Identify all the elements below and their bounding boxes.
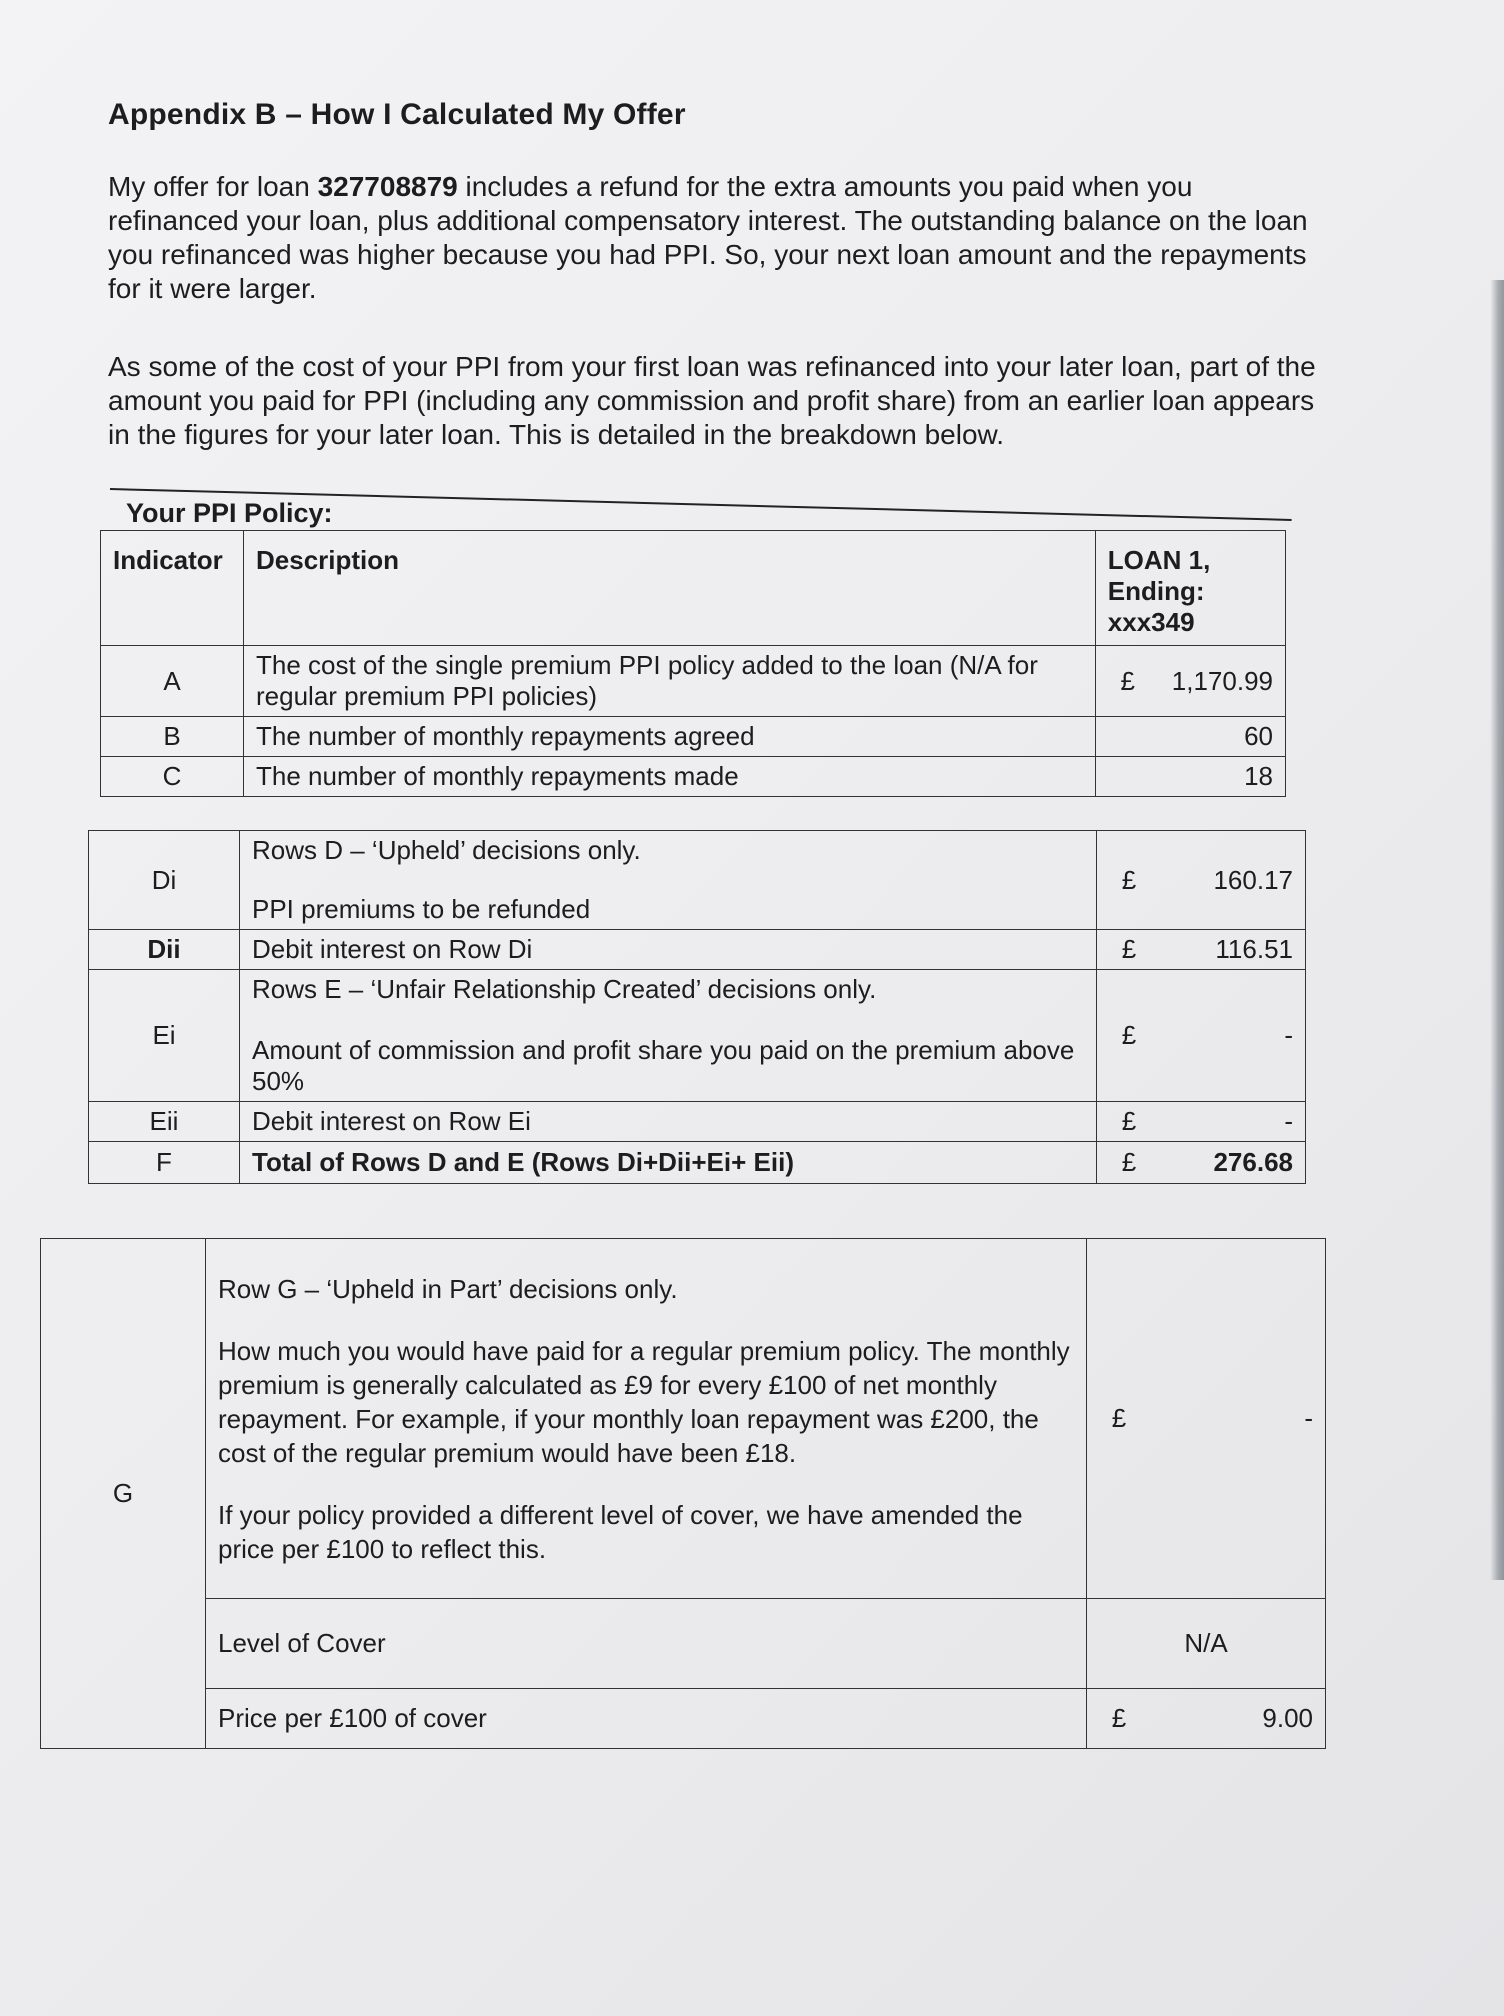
- intro-paragraph: [108, 170, 1328, 306]
- row-indicator: A: [101, 646, 244, 717]
- row-currency: [1095, 717, 1160, 757]
- section-heading: Row G – ‘Upheld in Part’ decisions only.: [218, 1273, 678, 1304]
- level-of-cover-value: N/A: [1087, 1599, 1326, 1689]
- row-value: -: [1161, 1102, 1306, 1142]
- table-row: [101, 646, 1286, 717]
- row-indicator: C: [101, 757, 244, 797]
- price-currency: £: [1087, 1689, 1152, 1749]
- row-indicator: G: [41, 1239, 206, 1749]
- row-description: The number of monthly repayments agreed: [244, 717, 1096, 757]
- page-edge-shadow: [1490, 280, 1504, 1580]
- row-currency: £: [1097, 930, 1162, 970]
- table-row: [41, 1599, 1326, 1689]
- row-value: -: [1151, 1239, 1326, 1599]
- row-value: -: [1161, 970, 1306, 1102]
- table-row: [89, 1102, 1306, 1142]
- row-indicator: Eii: [89, 1102, 240, 1142]
- row-indicator: Dii: [89, 930, 240, 970]
- row-description: Debit interest on Row Di: [240, 930, 1097, 970]
- row-currency: £: [1097, 970, 1162, 1102]
- regular-premium-table: [40, 1238, 1326, 1749]
- header-indicator: Indicator: [101, 531, 244, 646]
- table-row: [101, 757, 1286, 797]
- header-loan: LOAN 1, Ending: xxx349: [1095, 531, 1285, 646]
- price-per-cover-label: Price per £100 of cover: [206, 1689, 1087, 1749]
- row-description: Total of Rows D and E (Rows Di+Dii+Ei+ Eii): [240, 1142, 1097, 1184]
- refund-table: [88, 830, 1306, 1184]
- row-currency: [1095, 757, 1160, 797]
- row-currency: £: [1097, 831, 1162, 930]
- policy-table: [100, 530, 1286, 797]
- table-row: [89, 831, 1306, 930]
- table-row: [41, 1689, 1326, 1749]
- row-indicator: Ei: [89, 970, 240, 1102]
- loan-number: 327708879: [317, 171, 458, 202]
- description-note: If your policy provided a different level of cover, we have amended the price per £100 to reflect this.: [218, 1499, 1023, 1564]
- row-currency: £: [1095, 646, 1160, 717]
- policy-table-header: [101, 531, 1286, 646]
- description-text: Amount of commission and profit share you paid on the premium above 50%: [252, 1035, 1075, 1096]
- row-value: 160.17: [1161, 831, 1306, 930]
- table-row: [101, 717, 1286, 757]
- description-text: How much you would have paid for a regular premium policy. The monthly premium is generally calculated as £9 for every £100 of net monthly repayment. For example, if your monthly loan repayment was £200, the cost of the regular premium would have been £18.: [218, 1335, 1070, 1468]
- header-description: Description: [244, 531, 1096, 646]
- description-text: PPI premiums to be refunded: [252, 894, 591, 924]
- document-page: [60, 70, 1400, 1970]
- row-value: 116.51: [1161, 930, 1306, 970]
- row-description: The cost of the single premium PPI policy added to the loan (N/A for regular premium PPI policies): [244, 646, 1096, 717]
- row-value: 18: [1160, 757, 1286, 797]
- row-description: [240, 970, 1097, 1102]
- row-value: 60: [1160, 717, 1286, 757]
- table-row: [41, 1239, 1326, 1599]
- table-row-total: [89, 1142, 1306, 1184]
- indicator-text: Di: [151, 864, 177, 895]
- level-of-cover-label: Level of Cover: [206, 1599, 1087, 1689]
- row-indicator: B: [101, 717, 244, 757]
- row-indicator: [89, 831, 240, 930]
- section-heading: Rows E – ‘Unfair Relationship Created’ decisions only.: [252, 974, 877, 1004]
- row-description: [240, 831, 1097, 930]
- row-description: [206, 1239, 1087, 1599]
- row-value: 276.68: [1161, 1142, 1306, 1184]
- page-title: Appendix B – How I Calculated My Offer: [108, 98, 686, 131]
- refinance-paragraph: As some of the cost of your PPI from your first loan was refinanced into your later loan, part of the amount you paid for PPI (including any commission and profit share) from an earlier loan appears in the figures for your later loan. This is detailed in the breakdown below.: [108, 351, 1316, 450]
- section-heading: Rows D – ‘Upheld’ decisions only.: [252, 835, 641, 865]
- row-value: 1,170.99: [1160, 646, 1286, 717]
- policy-label: Your PPI Policy:: [126, 498, 333, 528]
- row-currency: £: [1097, 1142, 1162, 1184]
- price-value: 9.00: [1151, 1689, 1326, 1749]
- row-description: Debit interest on Row Ei: [240, 1102, 1097, 1142]
- table-row: [89, 930, 1306, 970]
- intro-text-post: includes a refund for the extra amounts you paid when you refinanced your loan, plus additional compensatory interest. The outstanding balance on the loan you refinanced was higher because you had PPI. So, your next loan amount and the repayments for it were larger.: [108, 171, 1308, 304]
- row-currency: £: [1097, 1102, 1162, 1142]
- table-row: [89, 970, 1306, 1102]
- row-indicator: F: [89, 1142, 240, 1184]
- intro-text-pre: My offer for loan: [108, 171, 318, 202]
- row-description: The number of monthly repayments made: [244, 757, 1096, 797]
- row-currency: £: [1087, 1239, 1152, 1599]
